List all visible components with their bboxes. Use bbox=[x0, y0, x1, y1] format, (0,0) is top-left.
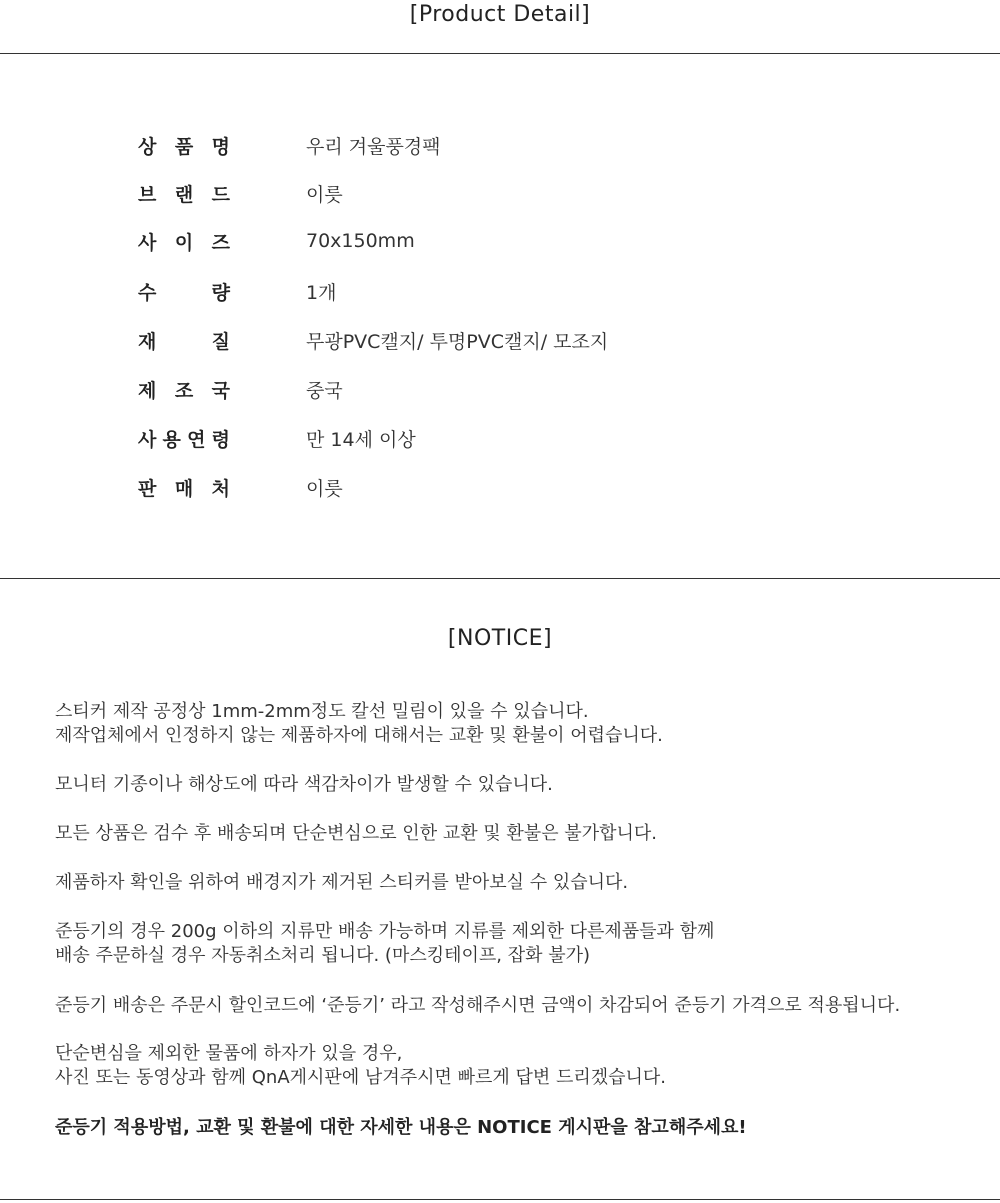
spec-value: 1개 bbox=[306, 281, 337, 304]
spec-label-char: 사 bbox=[138, 231, 157, 254]
spec-label-char: 이 bbox=[174, 231, 194, 254]
spec-row-seller bbox=[138, 472, 343, 502]
spec-label-char: 드 bbox=[211, 183, 230, 206]
notice-line: 준등기 배송은 주문시 할인코드에 ‘준등기’ 라고 작성해주시면 금액이 차감되어 준등기 가격으로 적용됩니다. bbox=[55, 995, 901, 1016]
spec-label-char: 수 bbox=[138, 281, 157, 304]
notice-line: 모니터 기종이나 해상도에 따라 색감차이가 발생할 수 있습니다. bbox=[55, 774, 553, 795]
spec-value: 이릇 bbox=[306, 477, 343, 500]
spec-label bbox=[138, 228, 230, 255]
spec-row-material bbox=[138, 325, 609, 355]
spec-label bbox=[138, 425, 230, 452]
notice-line: 배송 주문하실 경우 자동취소처리 됩니다. (마스킹테이프, 잡화 불가) bbox=[55, 945, 591, 966]
spec-label-char: 명 bbox=[211, 135, 230, 158]
notice-line: 단순변심을 제외한 물품에 하자가 있을 경우, bbox=[55, 1043, 403, 1064]
spec-label-char: 령 bbox=[211, 428, 230, 451]
spec-label-char: 제 bbox=[138, 379, 157, 402]
notice-line: 제품하자 확인을 위하여 배경지가 제거된 스티커를 받아보실 수 있습니다. bbox=[55, 872, 629, 893]
spec-value: 70x150mm bbox=[306, 230, 415, 252]
spec-label bbox=[138, 278, 230, 305]
spec-label-char: 상 bbox=[138, 135, 157, 158]
notice-line: 제작업체에서 인정하지 않는 제품하자에 대해서는 교환 및 환불이 어렵습니다. bbox=[55, 725, 663, 746]
spec-label-char: 량 bbox=[211, 281, 230, 304]
spec-label-char: 용 bbox=[162, 428, 181, 451]
notice-line: 사진 또는 동영상과 함께 QnA게시판에 남겨주시면 빠르게 답변 드리겠습니다. bbox=[55, 1067, 667, 1088]
spec-value: 이릇 bbox=[306, 183, 343, 206]
spec-row-age bbox=[138, 423, 416, 453]
spec-label-char: 국 bbox=[211, 379, 230, 402]
spec-label-char: 매 bbox=[174, 477, 194, 500]
spec-label bbox=[138, 132, 230, 159]
spec-value: 우리 겨울풍경팩 bbox=[306, 135, 441, 158]
spec-value: 중국 bbox=[306, 379, 343, 402]
notice-line: 스티커 제작 공정상 1mm-2mm정도 칼선 밀림이 있을 수 있습니다. bbox=[55, 701, 589, 722]
spec-label-char: 조 bbox=[174, 379, 194, 402]
spec-label-char: 품 bbox=[174, 135, 194, 158]
divider-bottom bbox=[0, 1199, 1000, 1200]
spec-row-quantity bbox=[138, 276, 337, 306]
spec-label-char: 판 bbox=[138, 477, 157, 500]
spec-label-char: 즈 bbox=[211, 231, 230, 254]
spec-label-char: 질 bbox=[211, 330, 230, 353]
spec-label bbox=[138, 474, 230, 501]
divider-top bbox=[0, 53, 1000, 54]
notice-line: 준등기의 경우 200g 이하의 지류만 배송 가능하며 지류를 제외한 다른제품들과 함께 bbox=[55, 921, 715, 942]
spec-label-char: 사 bbox=[138, 428, 157, 451]
spec-label bbox=[138, 180, 230, 207]
spec-row-size bbox=[138, 226, 415, 256]
notice-title: [NOTICE] bbox=[447, 626, 553, 651]
spec-label bbox=[138, 376, 230, 403]
notice-emphasis-line: 준등기 적용방법, 교환 및 환불에 대한 자세한 내용은 NOTICE 게시판을 참고해주세요! bbox=[55, 1117, 747, 1138]
spec-label-char: 처 bbox=[211, 477, 230, 500]
spec-label-char: 재 bbox=[138, 330, 157, 353]
spec-row-brand bbox=[138, 178, 343, 208]
notice-line: 모든 상품은 검수 후 배송되며 단순변심으로 인한 교환 및 환불은 불가합니다. bbox=[55, 823, 657, 844]
spec-value: 만 14세 이상 bbox=[306, 428, 416, 451]
product-detail-title: [Product Detail] bbox=[409, 2, 591, 27]
spec-label-char: 연 bbox=[187, 428, 206, 451]
spec-label bbox=[138, 327, 230, 354]
spec-value: 무광PVC캘지/ 투명PVC캘지/ 모조지 bbox=[306, 330, 609, 353]
divider-middle bbox=[0, 578, 1000, 579]
spec-label-char: 브 bbox=[138, 183, 157, 206]
spec-row-product-name bbox=[138, 130, 441, 160]
spec-label-char: 랜 bbox=[174, 183, 194, 206]
spec-row-origin bbox=[138, 374, 343, 404]
